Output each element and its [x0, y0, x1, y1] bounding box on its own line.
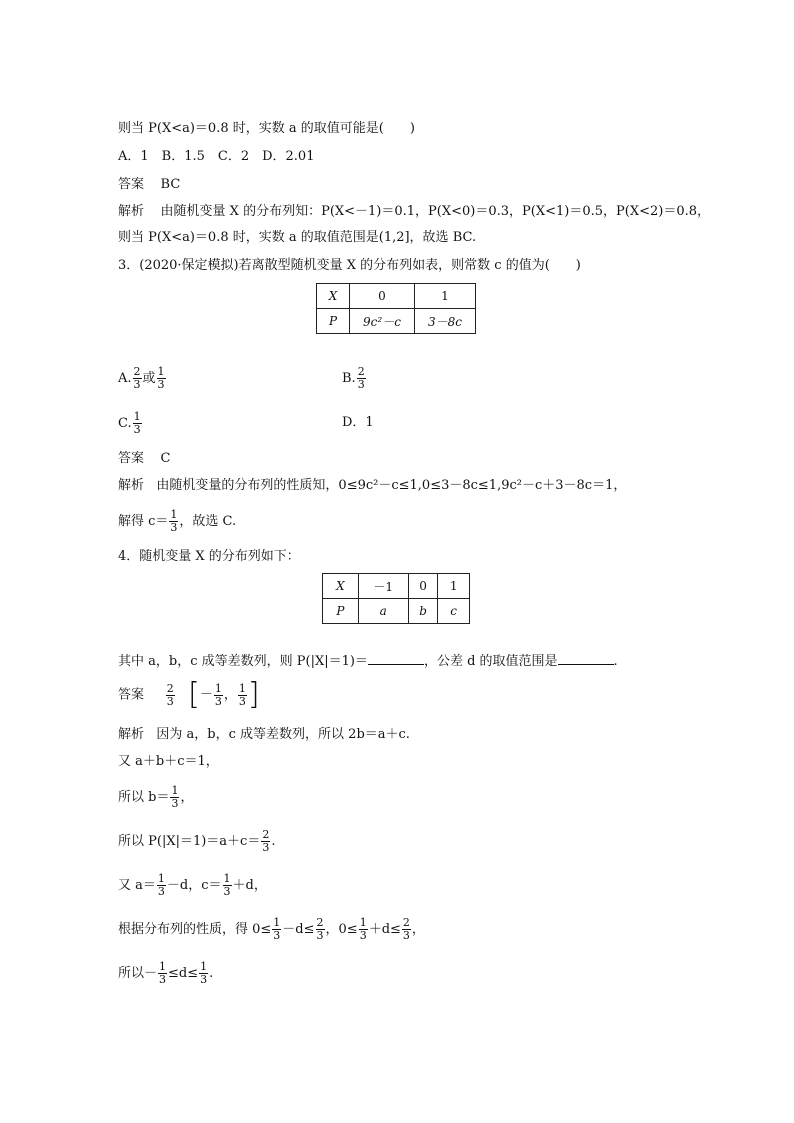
solution-line: 解析 由随机变量的分布列的性质知，0≤9c²－c≤1,0≤3－8c≤1,9c²－c＋3－8c＝1， [118, 478, 627, 493]
solution-line: 又 a＋b＋c＝1， [118, 754, 219, 769]
solution-line: 所以 P(|X|＝1)＝a＋c＝ $\frac{2}{3}$ . [118, 828, 276, 854]
answer-blank [368, 652, 424, 665]
fraction: $\frac{2}{3}$ [166, 681, 174, 708]
option-d: D．1 [342, 415, 374, 430]
solution-line: 所以－ $\frac{1}{3}$ ≤d≤ $\frac{1}{3}$ . [118, 960, 214, 986]
solution-line: 解析 因为 a，b，c 成等差数列，所以 2b＝a＋c. [118, 727, 410, 742]
answer-line [118, 176, 180, 194]
table-cell: 0 [408, 574, 438, 599]
fraction: $\frac{1}{3}$ [223, 872, 231, 898]
fraction: $\frac{1}{3}$ [170, 508, 178, 534]
question-3: 3．(2020·保定模拟)若离散型随机变量 X 的分布列如表，则常数 c 的值为( ) [118, 258, 581, 273]
solution-text: 由随机变量 X 的分布列知：P(X<－1)＝0.1，P(X<0)＝0.3，P(X<1)＝0.5，P(X<2)＝0.8， [160, 204, 711, 219]
question-4-text: 其中 a，b，c 成等差数列，则 P(|X|＝1)＝ ，公差 d 的取值范围是 . [118, 654, 618, 669]
fraction: $\frac{1}{3}$ [359, 916, 367, 942]
answer-value: BC [160, 177, 181, 192]
solution-line: 所以 b＝ $\frac{1}{3}$ ， [118, 784, 194, 810]
bracket-left: [ [188, 677, 200, 712]
table-cell: b [408, 599, 438, 624]
table-cell: a [358, 599, 408, 624]
table-cell: X [323, 574, 359, 599]
solution-line: 则当 P(X<a)＝0.8 时，实数 a 的取值范围是(1,2]，故选 BC. [118, 230, 477, 245]
fraction: $\frac{1}{3}$ [157, 872, 165, 898]
solution-line [118, 203, 710, 221]
answer-label: 答案 [118, 177, 145, 192]
table-cell: 9c²－c [350, 309, 415, 334]
solution-line: 又 a＝ $\frac{1}{3}$ －d，c＝ $\frac{1}{3}$ ＋d， [118, 872, 267, 898]
fraction: $\frac{2}{3}$ [316, 916, 324, 942]
table-cell: 0 [350, 284, 415, 309]
fraction: $\frac{2}{3}$ [262, 828, 270, 854]
answer-blank [558, 652, 614, 665]
option-c: C. $\frac{1}{3}$ [118, 410, 141, 436]
solution-line: 解得 c＝ $\frac{1}{3}$ ，故选 C. [118, 508, 237, 534]
table-cell: P [323, 599, 359, 624]
answer-line: 答案 C [118, 451, 171, 466]
distribution-table-q4 [322, 573, 470, 624]
table-cell: 1 [415, 284, 476, 309]
option-a: A. $\frac{2}{3}$ 或 $\frac{1}{3}$ [118, 365, 165, 391]
table-cell: －1 [358, 574, 408, 599]
option-b: B. $\frac{2}{3}$ [342, 365, 365, 391]
answer-line: 答案 $\frac{2}{3}$ [－ $\frac{1}{3}$ ， $\frac{1}{3}$ ] [118, 677, 260, 712]
fraction: $\frac{1}{3}$ [238, 681, 246, 708]
fraction: $\frac{1}{3}$ [157, 365, 165, 391]
solution-label: 解析 [118, 204, 145, 219]
fraction: $\frac{2}{3}$ [402, 916, 410, 942]
options-line: A．1 B．1.5 C．2 D．2.01 [118, 149, 315, 164]
table-cell: P [317, 309, 350, 334]
bracket-right: ] [247, 677, 260, 712]
fraction: $\frac{2}{3}$ [357, 365, 365, 391]
table-cell: c [438, 599, 470, 624]
fraction: $\frac{1}{3}$ [273, 916, 281, 942]
fraction: $\frac{2}{3}$ [133, 365, 141, 391]
fraction: $\frac{1}{3}$ [171, 784, 179, 810]
question-line: 则当 P(X<a)＝0.8 时，实数 a 的取值可能是( ) [118, 121, 415, 136]
distribution-table-q3 [316, 283, 476, 334]
fraction: $\frac{1}{3}$ [159, 960, 167, 986]
table-cell: 3－8c [415, 309, 476, 334]
question-4: 4．随机变量 X 的分布列如下： [118, 549, 300, 564]
table-cell: X [317, 284, 350, 309]
table-cell: 1 [438, 574, 470, 599]
fraction: $\frac{1}{3}$ [133, 410, 141, 436]
fraction: $\frac{1}{3}$ [214, 681, 222, 708]
fraction: $\frac{1}{3}$ [200, 960, 208, 986]
solution-line: 根据分布列的性质，得 0≤ $\frac{1}{3}$ －d≤ $\frac{2}{3}$ ，0≤ $\frac{1}{3}$ ＋d≤ $\frac{2}{3}$ ， [118, 916, 425, 942]
